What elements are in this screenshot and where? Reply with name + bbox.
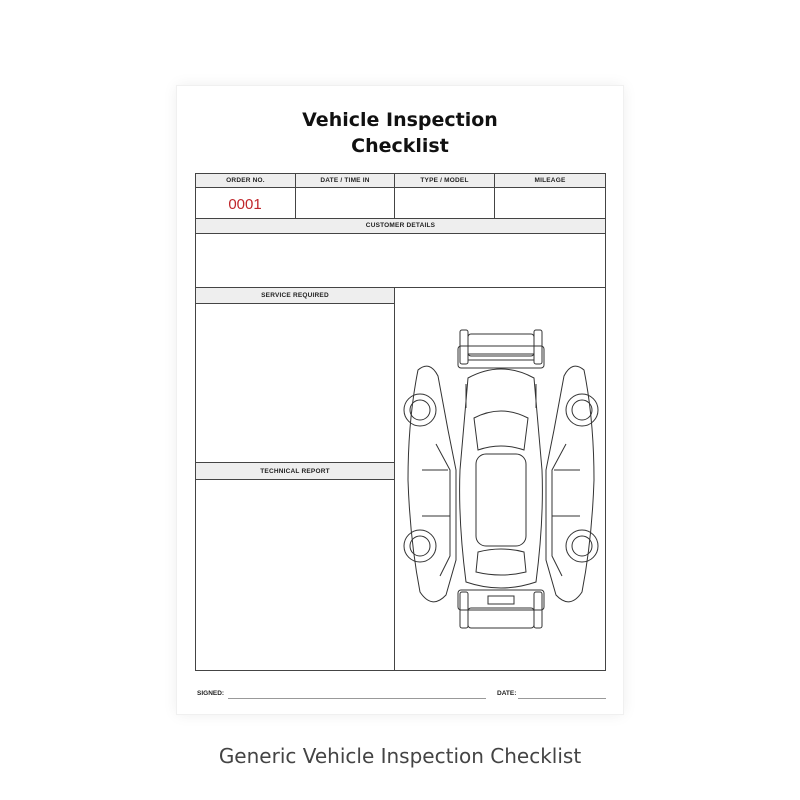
order-number-field[interactable]: 0001 bbox=[228, 196, 262, 213]
sheet-title-line2: Checklist bbox=[351, 135, 449, 157]
mileage-field[interactable] bbox=[495, 189, 605, 218]
sheet-title-line1: Vehicle Inspection bbox=[302, 109, 498, 131]
technical-report-field[interactable] bbox=[196, 481, 394, 670]
car-rear-view bbox=[458, 590, 544, 628]
car-top-view bbox=[460, 369, 543, 588]
service-required-field[interactable] bbox=[196, 305, 394, 462]
column-order-no: ORDER NO. bbox=[226, 177, 265, 184]
car-damage-diagram-icon[interactable] bbox=[396, 320, 606, 650]
customer-details-header: CUSTOMER DETAILS bbox=[196, 219, 605, 234]
date-field[interactable] bbox=[518, 698, 606, 699]
signed-field[interactable] bbox=[228, 698, 486, 699]
service-required-header: SERVICE REQUIRED bbox=[196, 288, 394, 304]
car-front-view bbox=[458, 330, 544, 368]
image-caption: Generic Vehicle Inspection Checklist bbox=[218, 744, 582, 768]
signed-label: SIGNED: bbox=[197, 690, 225, 697]
type-model-field[interactable] bbox=[395, 189, 494, 218]
car-right-side-view bbox=[546, 366, 598, 602]
column-date-time: DATE / TIME IN bbox=[320, 177, 370, 184]
date-time-field[interactable] bbox=[296, 189, 394, 218]
technical-report-header: TECHNICAL REPORT bbox=[196, 463, 394, 480]
car-left-side-view bbox=[404, 366, 456, 602]
divider bbox=[394, 288, 395, 671]
column-mileage: MILEAGE bbox=[534, 177, 566, 184]
customer-details-field[interactable] bbox=[196, 235, 605, 287]
column-type-model: TYPE / MODEL bbox=[420, 177, 469, 184]
date-label: DATE: bbox=[497, 690, 517, 697]
